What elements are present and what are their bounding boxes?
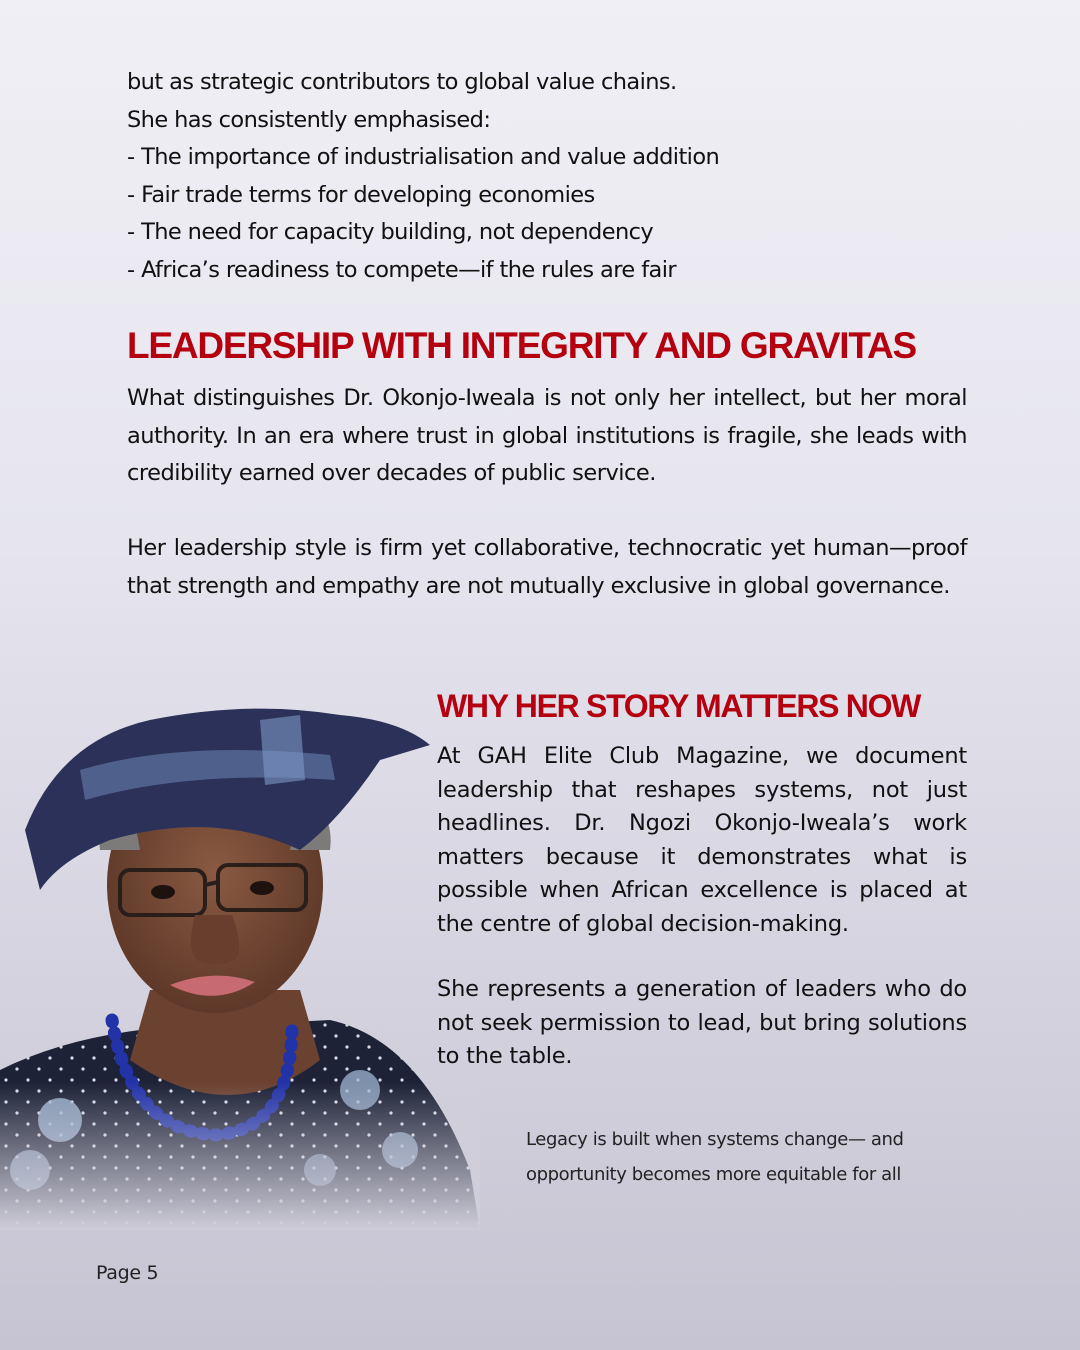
portrait-photo — [0, 700, 480, 1230]
quote-line: opportunity becomes more equitable for all — [526, 1164, 901, 1185]
bullet-item: - Africa’s readiness to compete—if the rules are fair — [127, 256, 677, 283]
intro-text-block — [127, 64, 967, 290]
leadership-paragraph-1: What distinguishes Dr. Okonjo-Iweala is not only her intellect, but her moral authority. In an era where trust in global institutions is fragile, she leads with credibility earned over decades of public service. — [127, 385, 967, 487]
why-paragraph-1: At GAH Elite Club Magazine, we document leadership that reshapes systems, not just headlines. Dr. Ngozi Okonjo-Iweala’s work matters because it demonstrates what is possible when African excellence is placed at the centre of global decision-making. — [437, 743, 967, 937]
intro-line: but as strategic contributors to global value chains. — [127, 69, 677, 95]
why-paragraph-2: She represents a generation of leaders who do not seek permission to lead, but bring solutions to the table. — [437, 976, 967, 1069]
bullet-item: - The importance of industrialisation and value addition — [127, 144, 720, 171]
why-heading: WHY HER STORY MATTERS NOW — [437, 688, 921, 724]
leadership-paragraph-2: Her leadership style is firm yet collaborative, technocratic yet human—proof that strength and empathy are not mutually exclusive in global governance. — [127, 535, 967, 599]
pull-quote — [526, 1122, 971, 1192]
leadership-heading: LEADERSHIP WITH INTEGRITY AND GRAVITAS — [127, 325, 916, 366]
bullet-item: - Fair trade terms for developing economies — [127, 181, 595, 208]
page-number: Page 5 — [96, 1262, 159, 1284]
quote-line: Legacy is built when systems change— and — [526, 1129, 904, 1150]
intro-line: She has consistently emphasised: — [127, 106, 491, 133]
bullet-item: - The need for capacity building, not dependency — [127, 219, 654, 246]
